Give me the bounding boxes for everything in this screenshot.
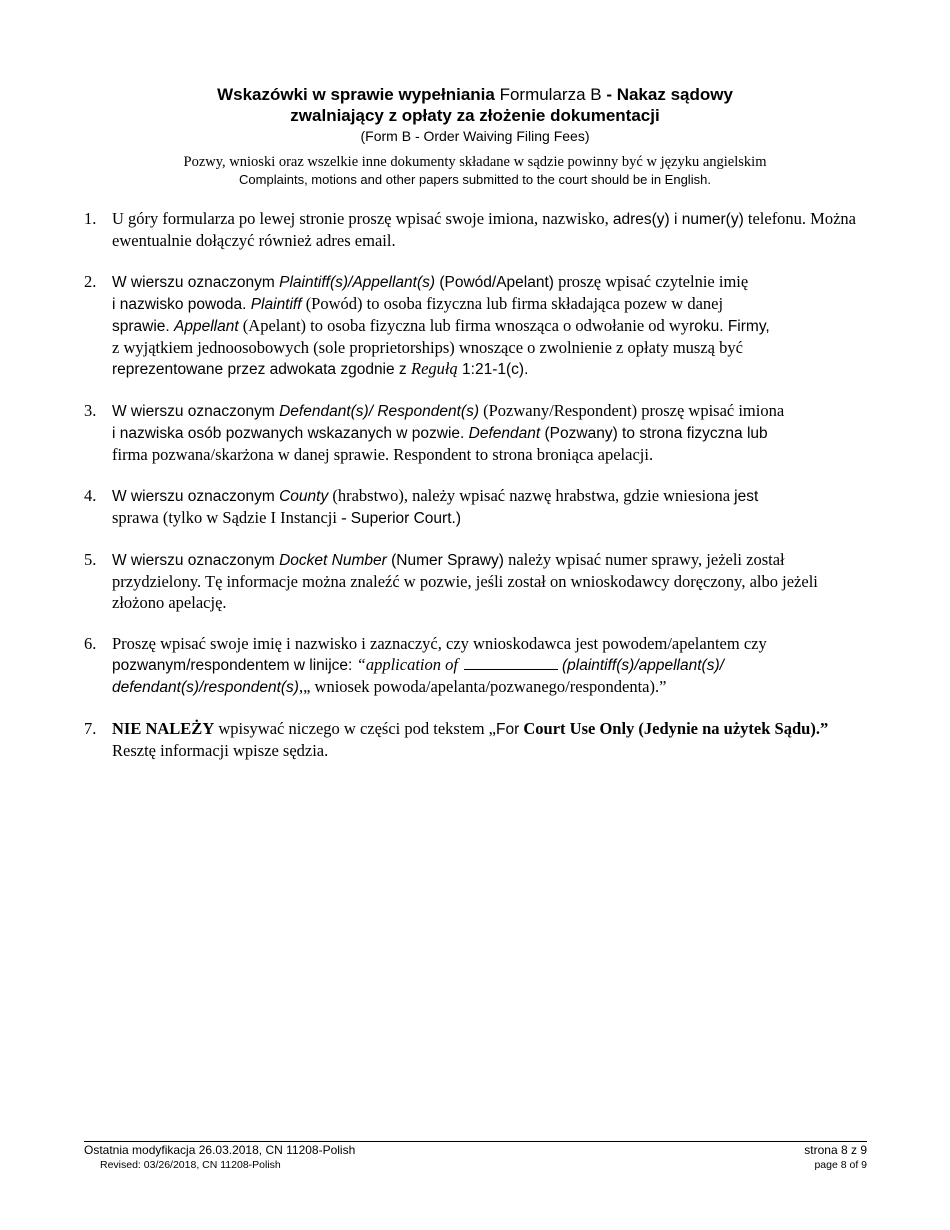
- item-number: 2.: [84, 272, 97, 291]
- text-run: W wierszu oznaczonym: [112, 488, 280, 505]
- title-form-name: Formularza B: [499, 85, 602, 104]
- instruction-item: [84, 485, 868, 529]
- instruction-item: [84, 549, 868, 613]
- text-run: (hrabstwo), należy wpisać nazwę hrabstwa, gdzie wniesiona: [328, 486, 735, 505]
- item-text: [112, 633, 868, 698]
- emphasis-bold: NIE NALEŻY: [112, 719, 215, 738]
- blank-underline: [464, 655, 558, 670]
- text-run: For: [496, 721, 520, 738]
- document-title: [0, 84, 950, 105]
- text-run: Resztę informacji wpisze sędzia.: [112, 741, 329, 760]
- field-name-italic: Plaintiff(s)/Appellant(s): [279, 274, 436, 291]
- instruction-item: [84, 271, 868, 380]
- document-subtitle: (Form B - Order Waiving Filing Fees): [360, 128, 590, 144]
- text-run: sprawie.: [112, 318, 175, 335]
- text-run: (Powód) to osoba fizyczna lub firma składająca pozew w danej: [301, 294, 724, 313]
- text-run: proszę wpisać czytelnie imię: [553, 272, 749, 291]
- page-number-english: page 8 of 9: [814, 1159, 867, 1171]
- item-number: 7.: [84, 719, 97, 738]
- term-italic: Plaintiff: [250, 296, 302, 313]
- text-run: W wierszu oznaczonym: [112, 403, 280, 420]
- revision-note-polish: Ostatnia modyfikacja 26.03.2018, CN 11208-Polish: [84, 1143, 356, 1157]
- text-run: należy wpisać numer sprawy, jeżeli został przydzielony. Tę informacje można znaleźć w pozwie, jeśli został on wnioskodawcy doręczony, albo jeżeli złożono apelację.: [112, 550, 818, 612]
- field-name-italic: County: [279, 488, 329, 505]
- emphasis-bold: Court Use Only (Jedynie na użytek Sądu).”: [519, 719, 829, 738]
- text-run: W wierszu oznaczonym: [112, 274, 280, 291]
- text-run: telefonu. Można ewentualnie dołączyć również adres email.: [112, 209, 857, 250]
- instruction-item: [84, 718, 868, 761]
- title-text: Wskazówki w sprawie wypełniania: [217, 85, 500, 104]
- text-run: W wierszu oznaczonym: [112, 552, 280, 569]
- term-italic: Defendant: [468, 425, 541, 442]
- field-name-italic: (plaintiff(s)/appellant(s)/ defendant(s)/respondent(s): [112, 657, 724, 696]
- item-text: [112, 208, 868, 251]
- footer-right: [804, 1143, 867, 1172]
- text-run: Superior Court.): [350, 510, 461, 527]
- text-run: pozwanym/respondentem w linijce:: [112, 657, 357, 674]
- language-notice-polish: Pozwy, wnioski oraz wszelkie inne dokumenty składane w sądzie powinny być w języku angielskim: [183, 154, 767, 170]
- footer-divider: [84, 1141, 867, 1142]
- text-run: reprezentowane przez adwokata zgodnie z: [112, 361, 411, 378]
- text-run: U góry formularza po lewej stronie proszę wpisać swoje imiona, nazwisko,: [112, 209, 613, 228]
- text-run: (Pozwany) to strona fizyczna lub: [540, 425, 768, 442]
- text-run: (Apelant) to osoba fizyczna lub firma wnosząca o odwołanie od wy: [238, 316, 690, 335]
- field-name-italic: Defendant(s)/ Respondent(s): [279, 403, 479, 420]
- text-run: wpisywać niczego w części pod tekstem „: [214, 719, 497, 738]
- instruction-list: [84, 208, 868, 781]
- item-number: 6.: [84, 634, 97, 653]
- text-run: sprawa (tylko w Sądzie I Instancji -: [112, 508, 351, 527]
- language-notice-english: Complaints, motions and other papers submitted to the court should be in English.: [239, 172, 711, 187]
- item-number: 3.: [84, 401, 97, 420]
- term-italic: Appellant: [174, 318, 239, 335]
- revision-note-english: Revised: 03/26/2018, CN 11208-Polish: [100, 1159, 281, 1171]
- text-run: Proszę wpisać swoje imię i nazwisko i zaznaczyć, czy wnioskodawca jest powodem/apelantem czy: [112, 634, 767, 653]
- term-italic: Regułą: [411, 359, 458, 378]
- text-run: z wyjątkiem jednoosobowych (sole proprietorships) wnoszące o zwolnienie z opłaty muszą być: [112, 338, 743, 357]
- title-block: [0, 84, 950, 188]
- text-run: adres(y) i numer(y): [612, 211, 744, 228]
- instruction-item: [84, 400, 868, 465]
- text-run: (Pozwany/Respondent) proszę wpisać imiona: [479, 401, 785, 420]
- text-run: 1:21-1(c).: [457, 361, 529, 378]
- field-name-italic: Docket Number: [279, 552, 387, 569]
- item-number: 4.: [84, 486, 97, 505]
- page-number-polish: strona 8 z 9: [804, 1143, 867, 1157]
- text-run: i nazwiska osób pozwanych wskazanych w pozwie.: [112, 425, 469, 442]
- item-number: 5.: [84, 550, 97, 569]
- text-run: ,„ wniosek powoda/apelanta/pozwanego/respondenta).”: [298, 677, 667, 696]
- item-number: 1.: [84, 209, 97, 228]
- item-text: [112, 485, 868, 529]
- quoted-line-italic: “application of: [356, 655, 458, 674]
- instruction-item: [84, 633, 868, 698]
- document-title-line2: zwalniający z opłaty za złożenie dokumentacji: [290, 106, 660, 125]
- text-run: i nazwisko powoda.: [112, 296, 251, 313]
- item-text: [112, 271, 868, 380]
- text-run: firma pozwana/skarżona w danej sprawie. Respondent to strona broniąca apelacji.: [112, 445, 654, 464]
- text-run: (Numer Sprawy): [386, 552, 504, 569]
- text-run: (Powód/Apelant): [435, 274, 554, 291]
- footer-left: [84, 1143, 355, 1172]
- text-run: jest: [734, 488, 759, 505]
- title-text: - Nakaz sądowy: [601, 85, 733, 104]
- item-text: [112, 549, 868, 613]
- instruction-item: [84, 208, 868, 251]
- item-text: [112, 718, 868, 761]
- item-text: [112, 400, 868, 465]
- text-run: roku. Firmy,: [689, 318, 770, 335]
